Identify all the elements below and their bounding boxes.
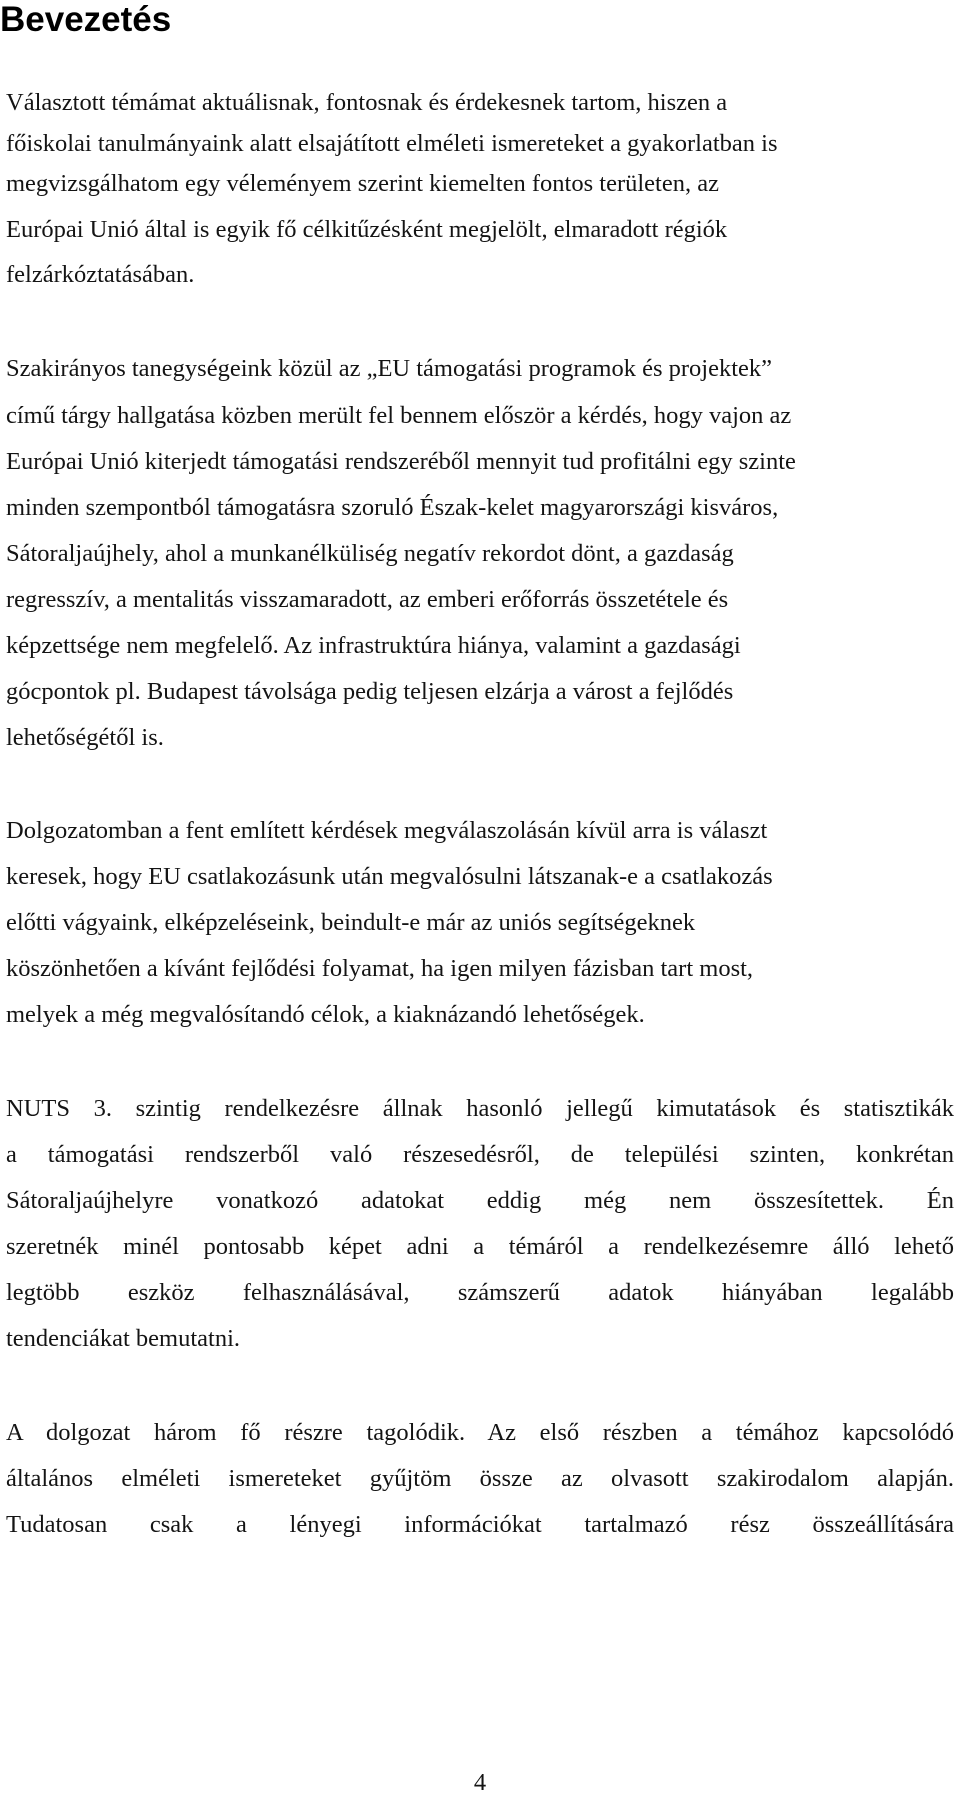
- paragraph-5-line-1: A dolgozat három fő részre tagolódik. Az első részben a témához kapcsolódó: [6, 1419, 954, 1446]
- paragraph-2-line-6: regresszív, a mentalitás visszamaradott, az emberi erőforrás összetétele és: [6, 586, 729, 613]
- paragraph-2-line-8: gócpontok pl. Budapest távolsága pedig teljesen elzárja a várost a fejlődés: [6, 678, 734, 705]
- paragraph-3-line-3: előtti vágyaink, elképzeléseink, beindult-e már az uniós segítségeknek: [6, 909, 696, 936]
- paragraph-4-line-2: a támogatási rendszerből való részesedésről, de települési szinten, konkrétan: [6, 1141, 954, 1168]
- paragraph-4-line-6: tendenciákat bemutatni.: [6, 1325, 241, 1352]
- paragraph-4-line-5: legtöbb eszköz felhasználásával, számszerű adatok hiányában legalább: [6, 1279, 954, 1306]
- paragraph-2-line-7: képzettsége nem megfelelő. Az infrastruktúra hiánya, valamint a gazdasági: [6, 632, 741, 659]
- paragraph-3-line-2: keresek, hogy EU csatlakozásunk után megvalósulni látszanak-e a csatlakozás: [6, 863, 773, 890]
- page-number: 4: [473, 1769, 487, 1796]
- paragraph-5-line-2: általános elméleti ismereteket gyűjtöm össze az olvasott szakirodalom alapján.: [6, 1465, 954, 1492]
- paragraph-1-line-1: Választott témámat aktuálisnak, fontosnak és érdekesnek tartom, hiszen a: [6, 89, 728, 116]
- paragraph-2-line-1: Szakirányos tanegységeink közül az „EU támogatási programok és projektek”: [6, 355, 773, 382]
- section-heading: Bevezetés: [0, 0, 172, 39]
- paragraph-4-line-4: szeretnék minél pontosabb képet adni a témáról a rendelkezésemre álló lehető: [6, 1233, 954, 1260]
- paragraph-3-line-4: köszönhetően a kívánt fejlődési folyamat, ha igen milyen fázisban tart most,: [6, 955, 754, 982]
- paragraph-4-line-1: NUTS 3. szintig rendelkezésre állnak hasonló jellegű kimutatások és statisztikák: [6, 1095, 954, 1122]
- paragraph-3-line-5: melyek a még megvalósítandó célok, a kiaknázandó lehetőségek.: [6, 1001, 645, 1028]
- paragraph-2-line-9: lehetőségétől is.: [6, 724, 164, 751]
- paragraph-1-line-5: felzárkóztatásában.: [6, 261, 195, 288]
- paragraph-1-line-2: főiskolai tanulmányaink alatt elsajátított elméleti ismereteket a gyakorlatban is: [6, 130, 778, 157]
- paragraph-2-line-3: Európai Unió kiterjedt támogatási rendszeréből mennyit tud profitálni egy szinte: [6, 448, 796, 475]
- paragraph-2-line-4: minden szempontból támogatásra szoruló Észak-kelet magyarországi kisváros,: [6, 494, 779, 521]
- paragraph-1-line-4: Európai Unió által is egyik fő célkitűzésként megjelölt, elmaradott régiók: [6, 216, 728, 243]
- paragraph-2-line-5: Sátoraljaújhely, ahol a munkanélküliség negatív rekordot dönt, a gazdaság: [6, 540, 734, 567]
- paragraph-5-line-3: Tudatosan csak a lényegi információkat tartalmazó rész összeállítására: [6, 1511, 954, 1538]
- paragraph-2-line-2: című tárgy hallgatása közben merült fel bennem először a kérdés, hogy vajon az: [6, 402, 792, 429]
- paragraph-4-line-3: Sátoraljaújhelyre vonatkozó adatokat eddig még nem összesítettek. Én: [6, 1187, 954, 1214]
- paragraph-3-line-1: Dolgozatomban a fent említett kérdések megválaszolásán kívül arra is választ: [6, 817, 768, 844]
- paragraph-1-line-3: megvizsgálhatom egy véleményem szerint kiemelten fontos területen, az: [6, 170, 719, 197]
